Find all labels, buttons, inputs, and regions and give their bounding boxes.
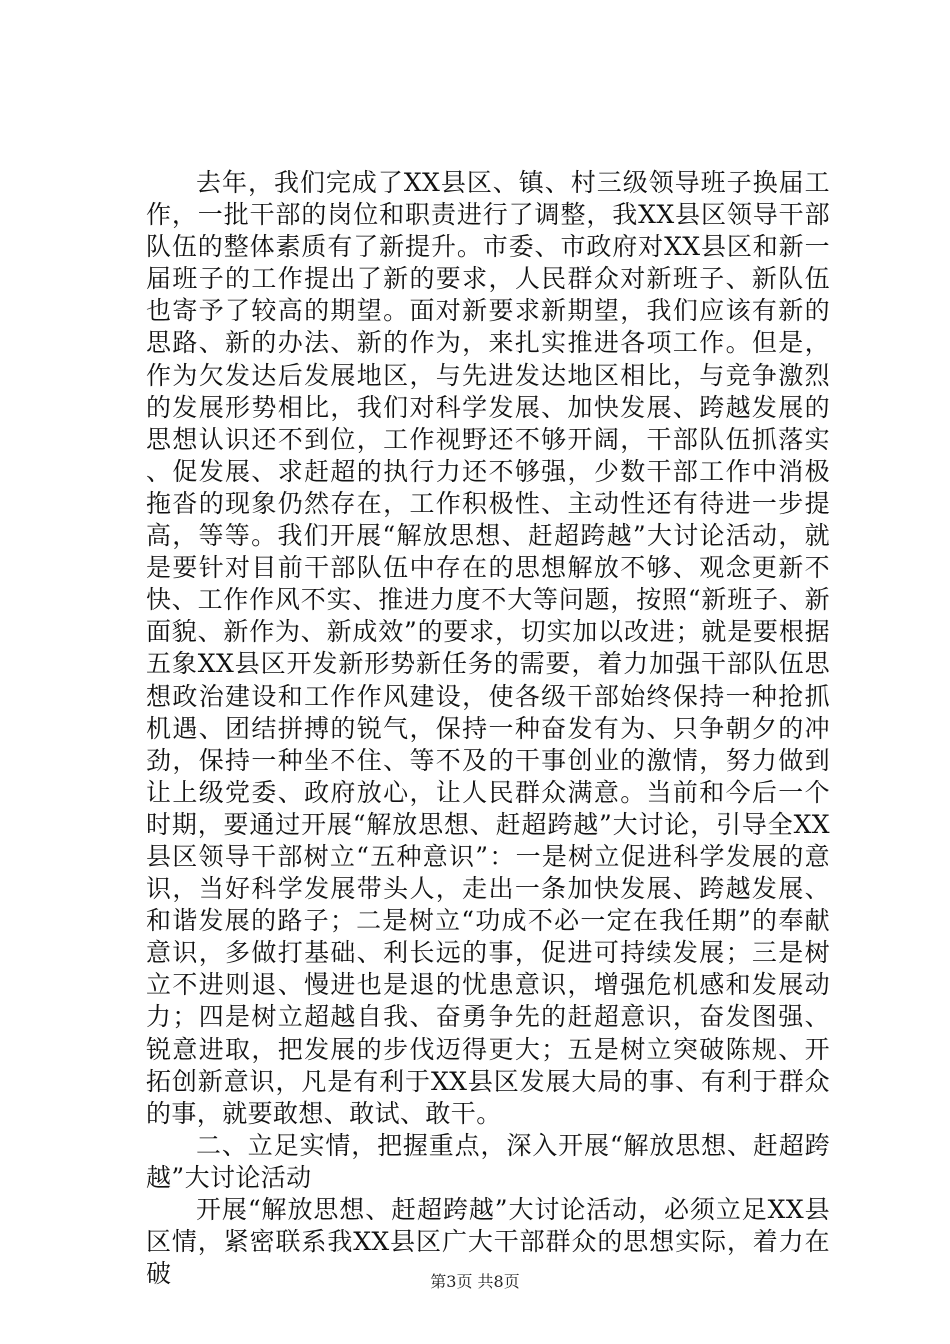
paragraph-intro: 去年，我们完成了XX县区、镇、村三级领导班子换届工作，一批干部的岗位和职责进行了调整，我XX县区领导干部队伍的整体素质有了新提升。市委、市政府对XX县区和新一届班子的工作提出了新的要求，人民群众对新班子、新队伍也寄予了较高的期望。面对新要求新期望，我们应该有新的思路、新的办法、新的作为，来扎实推进各项工作。但是，作为欠发达后发展地区，与先进发达地区相比，与竞争激烈的发展形势相比，我们对科学发展、加快发展、跨越发展的思想认识还不到位，工作视野还不够开阔，干部队伍抓落实、促发展、求赶超的执行力还不够强，少数干部工作中消极拖沓的现象仍然存在，工作积极性、主动性还有待进一步提高，等等。我们开展“解放思想、赶超跨越”大讨论活动，就是要针对目前干部队伍中存在的思想解放不够、观念更新不快、工作作风不实、推进力度不大等问题，按照“新班子、新面貌、新作为、新成效”的要求，切实加以改进；就是要根据五象XX县区开发新形势新任务的需要，着力加强干部队伍思想政治建设和工作作风建设，使各级干部始终保持一种抢抓机遇、团结拼搏的锐气，保持一种奋发有为、只争朝夕的冲劲，保持一种坐不住、等不及的干事创业的激情，努力做到让上级党委、政府放心，让人民群众满意。当前和今后一个时期，要通过开展“解放思想、赶超跨越”大讨论，引导全XX县区领导干部树立“五种意识”：一是树立促进科学发展的意识，当好科学发展带头人，走出一条加快发展、跨越发展、和谐发展的路子；二是树立“功成不必一定在我任期”的奉献意识，多做打基础、利长远的事，促进可持续发展；三是树立不进则退、慢进也是退的忧患意识，增强危机感和发展动力；四是树立超越自我、奋勇争先的赶超意识，奋发图强、锐意进取，把发展的步伐迈得更大；五是树立突破陈规、开拓创新意识，凡是有利于XX县区发展大局的事、有利于群众的事，就要敢想、敢试、敢干。 — [146, 168, 830, 1128]
section-heading-two: 二、立足实情，把握重点，深入开展“解放思想、赶超跨越”大讨论活动 — [146, 1130, 830, 1192]
paragraph-section-two: 开展“解放思想、赶超跨越”大讨论活动，必须立足XX县区情，紧密联系我XX县区广大干部群众的思想实际，着力在破 — [146, 1195, 830, 1289]
document-body — [146, 167, 830, 1290]
page-number-footer: 第3页 共8页 — [430, 1272, 520, 1291]
